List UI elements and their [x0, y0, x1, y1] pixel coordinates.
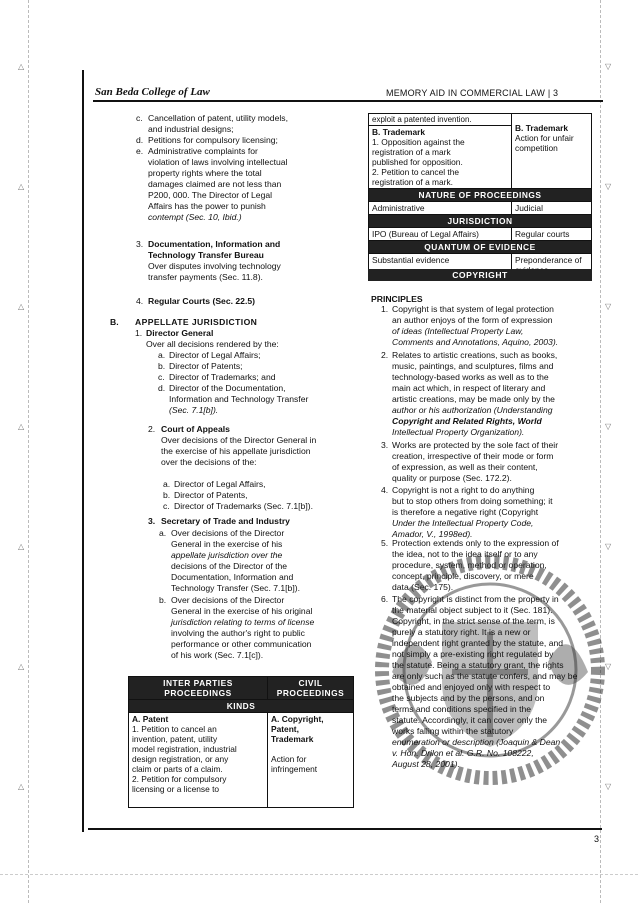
copyright-section-bar: COPYRIGHT [368, 269, 592, 281]
page-number: 3 [594, 834, 600, 844]
quantum-of-evidence-bar: QUANTUM OF EVIDENCE [369, 241, 592, 254]
scan-guide [0, 874, 638, 875]
appellate-director-general: 1. Director General Over all decisions rendered by the: [135, 328, 279, 349]
scan-mark: ▽ [605, 542, 612, 551]
inter-parties-trademark-cell: B. Trademark 1. Opposition against the registration of a mark published for opposition. 2. Petition to cancel the registration of a mark. [369, 126, 512, 189]
principle-4: 4. Copyright is not a right to do anything but to stop others from doing something; it is therefore a negative right (Copyright Under the Intellectual Property Code, Amador, V., 1998ed). [381, 485, 553, 539]
proceedings-table-right [368, 113, 592, 277]
principle-2: 2. Relates to artistic creations, such as books, music, paintings, and sculptures, films and technology-based works as well as to the main act which, in respect of literary and artistic creations, may be made only by the author or his authorization (Understanding Copyright and Related Rights, World Intellectual Property Organization). [381, 350, 558, 437]
appellate-court-of-appeals: 2. Court of Appeals Over decisions of the Director General in the exercise of his appellate jurisdiction over the decisions of the: [148, 424, 317, 467]
principle-3: 3. Works are protected by the sole fact of their creation, irrespective of their mode or form of expression, as well as their content, quality or purpose (Sec. 172.2). [381, 440, 559, 483]
scan-mark: ▽ [605, 662, 612, 671]
item-d: d. Petitions for compulsory licensing; [136, 135, 278, 145]
nature-judicial: Judicial [512, 202, 592, 215]
scan-mark: △ [18, 62, 25, 71]
inter-parties-header: INTER PARTIES PROCEEDINGS [129, 677, 268, 700]
director-general-list: a. Director of Legal Affairs; b. Director of Patents; c. Director of Trademarks; and d. Director of the Documentation, Information and Technology Transfer (Sec. 7.1[b]). [158, 350, 309, 415]
court-of-appeals-list: a. Director of Legal Affairs, b. Director of Patents, c. Director of Trademarks (Sec. 7.1[b]). [163, 479, 313, 511]
header-title: MEMORY AID IN COMMERCIAL LAW | 3 [386, 88, 559, 98]
jurisdiction-ipo: IPO (Bureau of Legal Affairs) [369, 228, 512, 241]
item-c: c. Cancellation of patent, utility models, and industrial designs; [136, 113, 288, 134]
proceedings-table-left [128, 676, 354, 808]
footer-rule [88, 828, 602, 830]
scan-mark: △ [18, 182, 25, 191]
item-3-documentation-bureau: 3. Documentation, Information and Technology Transfer Bureau Over disputes involving technology transfer payments (Sec. 11.8). [136, 239, 281, 282]
scan-mark: △ [18, 782, 25, 791]
section-b-heading: B. APPELLATE JURISDICTION [110, 317, 258, 327]
exploit-patent-cell: exploit a patented invention. [369, 114, 512, 126]
jurisdiction-bar: JURISDICTION [369, 215, 592, 228]
item-4-regular-courts: 4. Regular Courts (Sec. 22.5) [136, 296, 255, 306]
civil-trademark-cell: B. Trademark Action for unfair competition [512, 114, 592, 189]
scan-mark: ▽ [605, 62, 612, 71]
scan-mark: ▽ [605, 302, 612, 311]
item-e: e. Administrative complaints for violation of laws involving intellectual property rights where the total damages claimed are not less than P200, 000. The Director of Legal Affairs has the power to punish contempt (Sec. 10, Ibid.) [136, 146, 288, 222]
appellate-secretary-trade: 3. Secretary of Trade and Industry [148, 516, 290, 526]
header-school: San Beda College of Law [95, 86, 210, 98]
principle-1: 1. Copyright is that system of legal protection an author enjoys of the form of expression of ideas (Intellectual Property Law, Comments and Annotations, Aquino, 2003). [381, 304, 559, 347]
quantum-substantial: Substantial evidence [369, 254, 512, 277]
principles-heading: PRINCIPLES [371, 294, 423, 304]
margin-rule [82, 70, 84, 832]
secretary-item-a: a. Over decisions of the Director General in the exercise of his appellate jurisdiction over the decisions of the Director of the Documentation, Information and Technology Transfer (Sec. 7.1[b]). [159, 528, 300, 593]
scan-mark: △ [18, 302, 25, 311]
scan-mark: △ [18, 662, 25, 671]
header-rule [93, 100, 603, 102]
scan-mark: ▽ [605, 422, 612, 431]
principle-6: 6. The copyright is distinct from the property in the material object subject to it (Sec. 181). Copyright, in the strict sense of the term, is purely a statutory right. It is a new or independent right granted by the statute, and not simply a pre-existing right regulated by the statute. Being a statutory grant, the rights are only such as the statute confers, and may be obtained and enjoyed only with respect to the subjects and by the persons, and on terms and conditions specified in the statute. Accordingly, it can cover only the works falling within the statutory enumeration or description (Joaquin & Dean v. Hon. Drilon et al. G.R. No. 108222, August 28, 2001). [381, 594, 578, 769]
scan-mark: ▽ [605, 182, 612, 191]
scan-mark: ▽ [605, 782, 612, 791]
kinds-bar: KINDS [129, 700, 354, 713]
principle-5: 5. Protection extends only to the expression of the idea, not to the idea itself or to any procedure, system, method or operation, concept, principle, discovery, or mere data (Sec. 175). [381, 538, 559, 592]
scan-mark: △ [18, 422, 25, 431]
scan-mark: △ [18, 542, 25, 551]
civil-proceedings-header: CIVIL PROCEEDINGS [268, 677, 354, 700]
jurisdiction-courts: Regular courts [512, 228, 592, 241]
scan-guide [28, 0, 29, 903]
secretary-item-b: b. Over decisions of the Director General in the exercise of his original jurisdiction relating to terms of license involving the author's right to public performance or other communication of his work (Sec. 7.1[c]). [159, 595, 315, 660]
nature-of-proceedings-bar: NATURE OF PROCEEDINGS [369, 189, 592, 202]
civil-kinds-cell: A. Copyright, Patent, Trademark Action for infringement [268, 713, 354, 808]
nature-administrative: Administrative [369, 202, 512, 215]
inter-parties-kinds-cell: A. Patent 1. Petition to cancel an invention, patent, utility model registration, industrial design registration, or any claim or parts of a claim. 2. Petition for compulsory licensing or a license to [129, 713, 268, 808]
quantum-preponderance: Preponderance of [512, 254, 592, 277]
